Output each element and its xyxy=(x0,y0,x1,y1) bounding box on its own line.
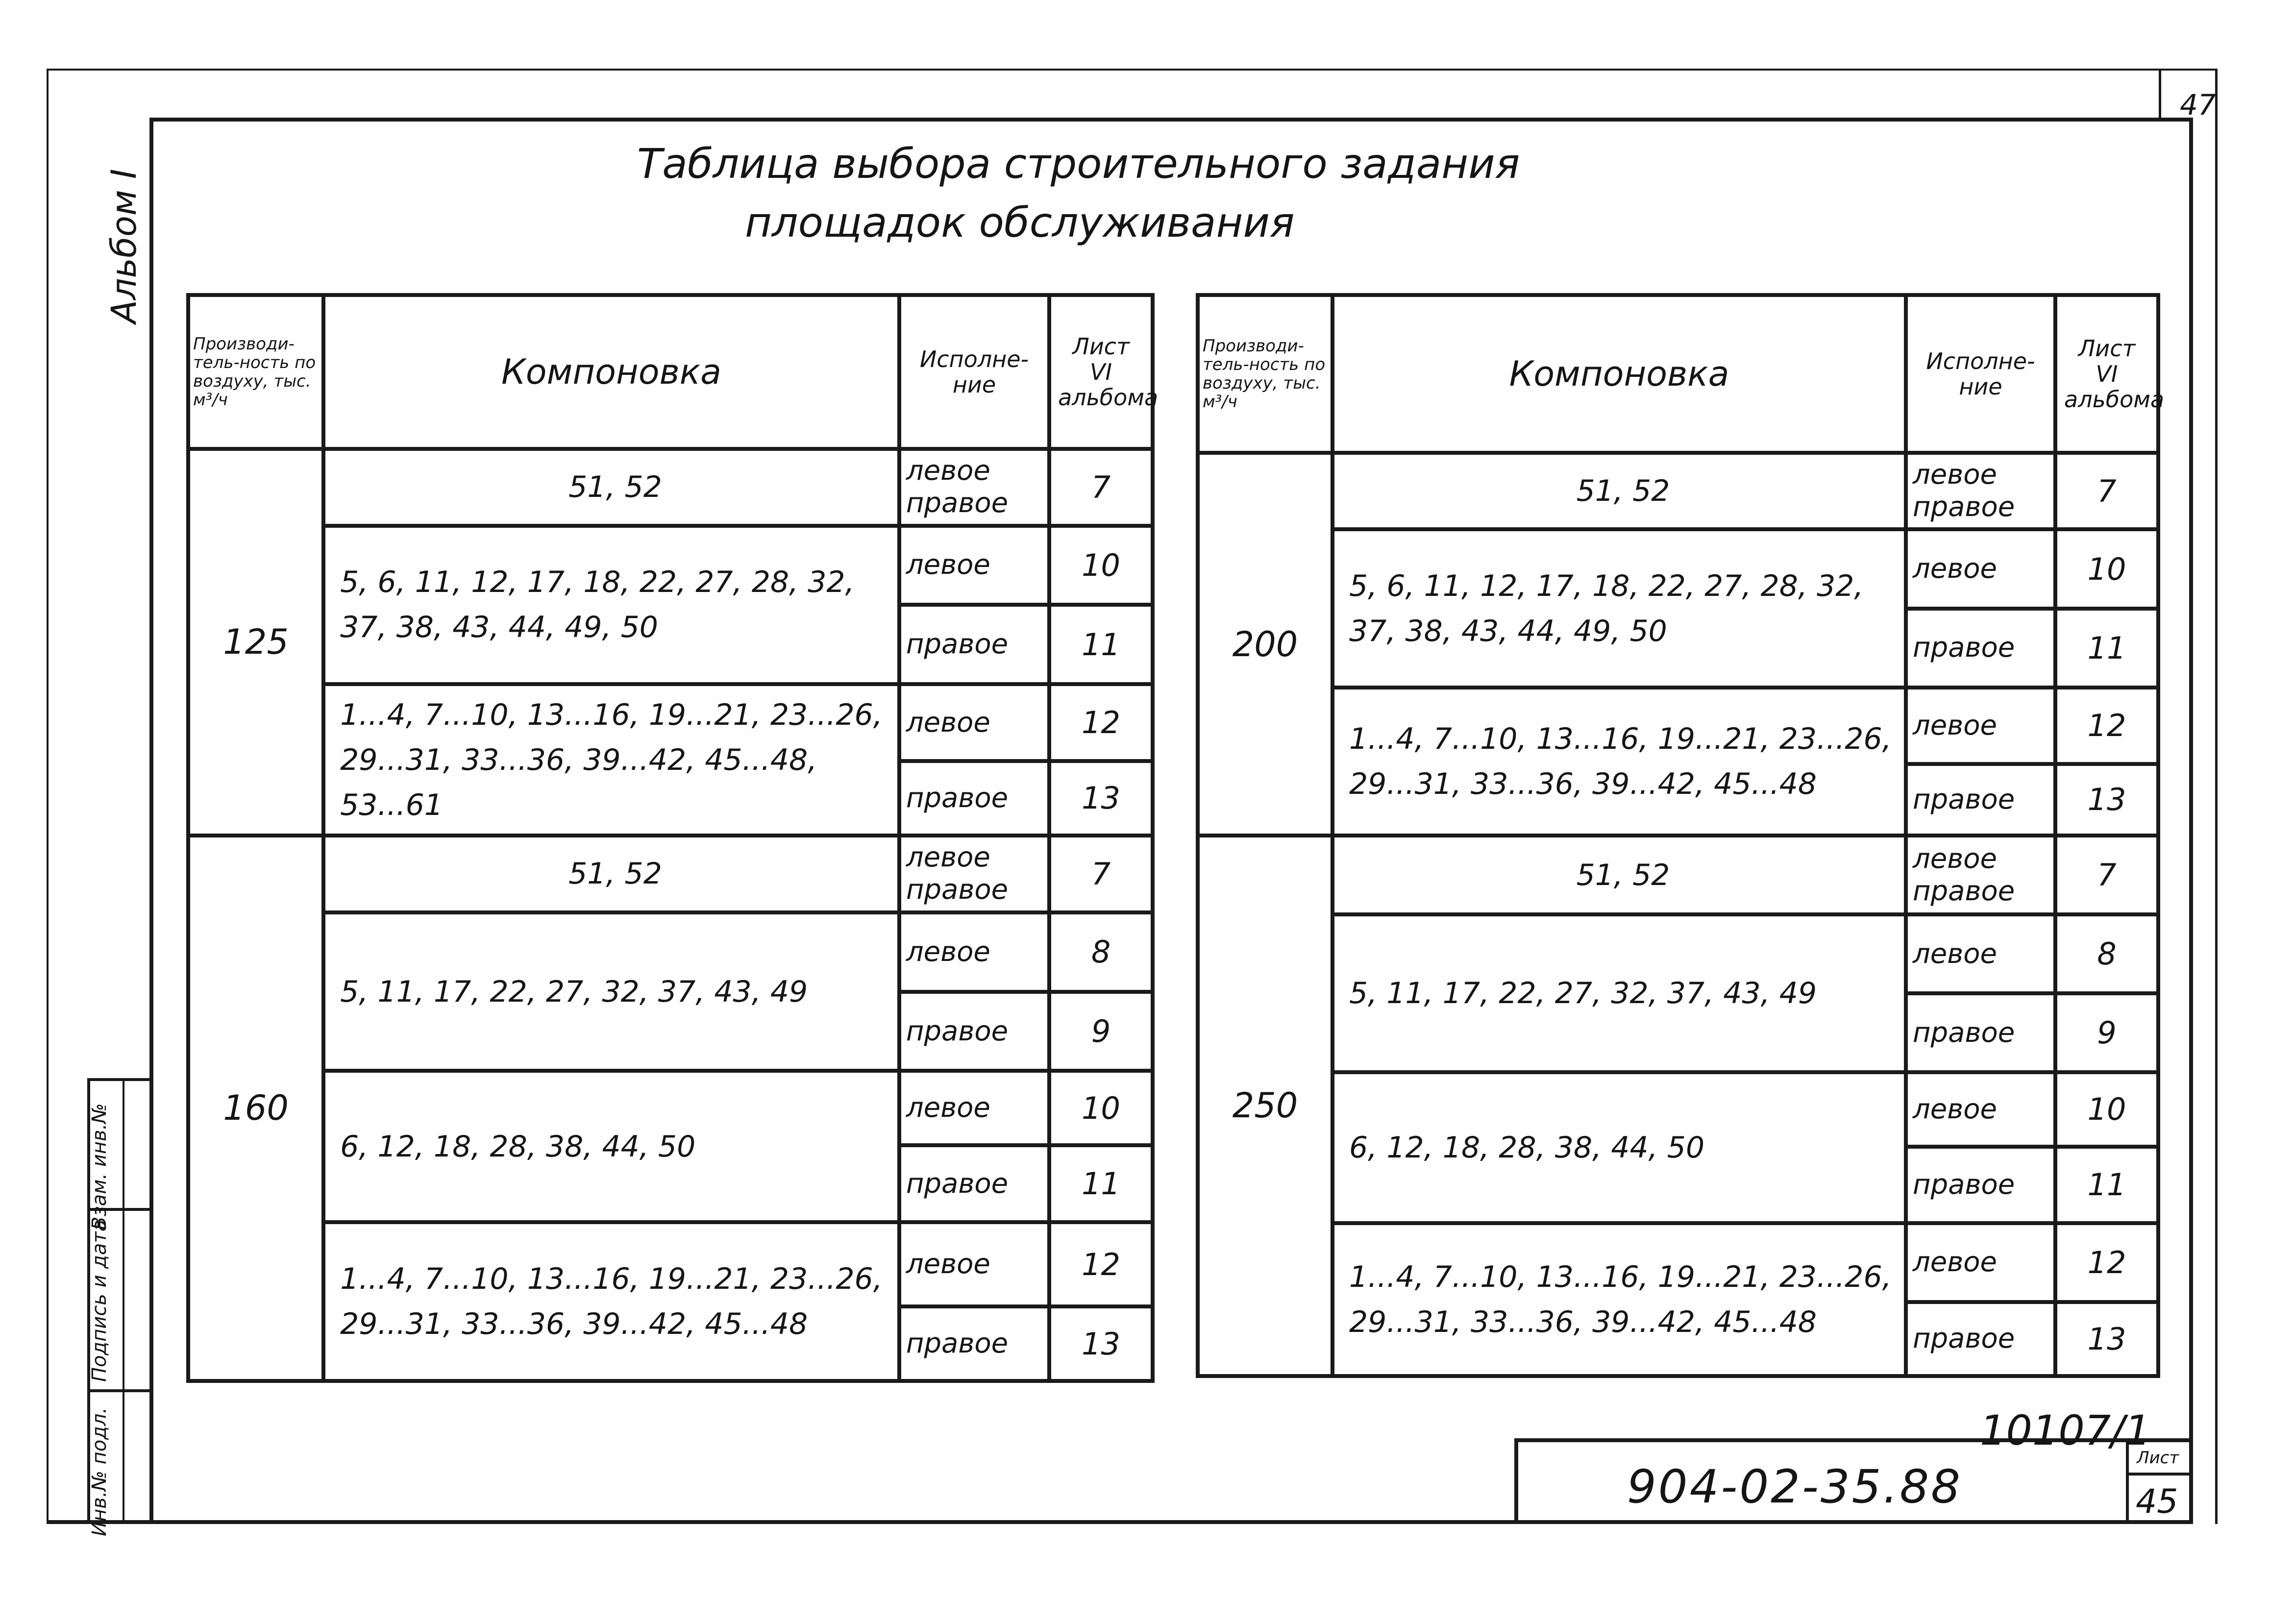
layout-cell: 51, 52 xyxy=(323,449,899,526)
table-row xyxy=(188,684,1153,761)
execution-cell: правое xyxy=(1906,609,2055,688)
outer-frame-right xyxy=(2215,69,2218,1524)
execution-cell: левое правое xyxy=(1906,836,2055,914)
sheet-cell: 13 xyxy=(2055,764,2158,836)
sheet-cell: 12 xyxy=(2055,1223,2158,1302)
sheet-cell: 10 xyxy=(2055,1072,2158,1146)
table-row xyxy=(1198,1223,2158,1302)
table-row xyxy=(188,1071,1153,1145)
inner-frame-bottom xyxy=(47,1520,2193,1524)
sheet-cell: 8 xyxy=(2055,914,2158,993)
inner-frame-top xyxy=(149,118,2193,122)
execution-cell: левое xyxy=(1906,1223,2055,1302)
sheet-cell: 10 xyxy=(1049,1071,1153,1145)
sheet-cell: 13 xyxy=(1049,761,1153,836)
sheet-cell: 9 xyxy=(2055,993,2158,1072)
execution-cell: левое xyxy=(899,684,1049,761)
sheet-cell: 12 xyxy=(1049,684,1153,761)
execution-cell: правое xyxy=(1906,1302,2055,1376)
execution-cell: левое xyxy=(1906,1072,2055,1146)
execution-cell: левое xyxy=(1906,914,2055,993)
document-code: 904-02-35.88 xyxy=(1627,1460,1962,1514)
page-title-line1: Таблица выбора строительного задания xyxy=(637,140,1520,188)
sheet-cell: 7 xyxy=(2055,453,2158,529)
table-row xyxy=(188,836,1153,912)
side-strip-div-2 xyxy=(87,1389,151,1392)
selection-table-left xyxy=(186,293,1159,1383)
layout-cell: 5, 11, 17, 22, 27, 32, 37, 43, 49 xyxy=(1332,914,1906,1072)
sheet-cell: 10 xyxy=(1049,526,1153,605)
execution-cell: правое xyxy=(1906,764,2055,836)
header-capacity: Производи-тель-ность по воздуху, тыс. м³/ч xyxy=(1198,295,1332,453)
side-strip-label-3: Взам. инв.№ xyxy=(88,1103,111,1230)
sheet-cell: 11 xyxy=(1049,1145,1153,1222)
table-row xyxy=(1198,529,2158,608)
stamp-left xyxy=(1514,1438,1518,1524)
header-layout: Компоновка xyxy=(323,295,899,449)
layout-cell: 1...4, 7...10, 13...16, 19...21, 23...26, 29...31, 33...36, 39...42, 45...48 xyxy=(323,1222,899,1381)
inner-frame-left xyxy=(149,118,153,1524)
side-strip-label-1: Инв.№ подл. xyxy=(88,1407,111,1536)
layout-cell: 51, 52 xyxy=(1332,836,1906,914)
execution-cell: левое правое xyxy=(899,449,1049,526)
capacity-cell: 200 xyxy=(1198,453,1332,836)
sheet-number: 45 xyxy=(2136,1482,2178,1521)
execution-cell: левое правое xyxy=(899,836,1049,912)
sheet-cell: 10 xyxy=(2055,529,2158,608)
execution-cell: правое xyxy=(1906,1147,2055,1223)
sheet-cell: 13 xyxy=(1049,1306,1153,1381)
corner-box-left xyxy=(2159,69,2161,118)
execution-cell: правое xyxy=(899,992,1049,1071)
selection-table-right xyxy=(1196,293,2165,1378)
execution-cell: левое xyxy=(899,1071,1049,1145)
table-row xyxy=(188,526,1153,605)
execution-cell: левое xyxy=(899,1222,1049,1306)
outer-frame-left xyxy=(47,69,49,1524)
execution-cell: правое xyxy=(899,605,1049,684)
table-row xyxy=(1198,1072,2158,1146)
sheet-cell: 12 xyxy=(1049,1222,1153,1306)
table-row xyxy=(1198,688,2158,764)
capacity-cell: 160 xyxy=(188,836,323,1381)
table-row xyxy=(188,1222,1153,1306)
layout-cell: 1...4, 7...10, 13...16, 19...21, 23...26, 29...31, 33...36, 39...42, 45...48, 53...61 xyxy=(323,684,899,836)
outer-frame-top xyxy=(47,69,2218,71)
header-execution: Исполне-ние xyxy=(899,295,1049,449)
execution-cell: левое правое xyxy=(1906,453,2055,529)
header-sheet: Лист VI альбома xyxy=(1049,295,1153,449)
sheet-cell: 11 xyxy=(2055,1147,2158,1223)
layout-cell: 1...4, 7...10, 13...16, 19...21, 23...26, 29...31, 33...36, 39...42, 45...48 xyxy=(1332,688,1906,836)
sheet-cell: 11 xyxy=(1049,605,1153,684)
capacity-cell: 125 xyxy=(188,449,323,836)
table-row xyxy=(188,912,1153,992)
sheet-cell: 9 xyxy=(1049,992,1153,1071)
table-row xyxy=(1198,836,2158,914)
sheet-label: Лист xyxy=(2137,1448,2179,1468)
execution-cell: левое xyxy=(899,912,1049,992)
execution-cell: левое xyxy=(1906,688,2055,764)
layout-cell: 6, 12, 18, 28, 38, 44, 50 xyxy=(1332,1072,1906,1223)
sheet-cell: 7 xyxy=(1049,449,1153,526)
header-sheet: Лист VI альбома xyxy=(2055,295,2158,453)
sheet-cell: 13 xyxy=(2055,1302,2158,1376)
sheet-cell: 8 xyxy=(1049,912,1153,992)
layout-cell: 5, 6, 11, 12, 17, 18, 22, 27, 28, 32, 37, 38, 43, 44, 49, 50 xyxy=(323,526,899,685)
page-title-line2: площадок обслуживания xyxy=(745,198,1295,246)
inner-frame-right xyxy=(2189,118,2193,1524)
sheet-cell: 12 xyxy=(2055,688,2158,764)
layout-cell: 1...4, 7...10, 13...16, 19...21, 23...26, 29...31, 33...36, 39...42, 45...48 xyxy=(1332,1223,1906,1376)
side-strip-top xyxy=(87,1078,151,1081)
execution-cell: правое xyxy=(899,1145,1049,1222)
layout-cell: 5, 6, 11, 12, 17, 18, 22, 27, 28, 32, 37, 38, 43, 44, 49, 50 xyxy=(1332,529,1906,687)
document-number: 10107/1 xyxy=(1980,1406,2151,1454)
execution-cell: левое xyxy=(899,526,1049,605)
side-strip-label-2: Подпись и дата xyxy=(88,1219,111,1382)
header-layout: Компоновка xyxy=(1332,295,1906,453)
header-capacity: Производи-тель-ность по воздуху, тыс. м³/ч xyxy=(188,295,323,449)
layout-cell: 51, 52 xyxy=(1332,453,1906,529)
table-row xyxy=(1198,914,2158,993)
album-label: Альбом I xyxy=(104,169,144,323)
layout-cell: 6, 12, 18, 28, 38, 44, 50 xyxy=(323,1071,899,1222)
table-row xyxy=(1198,453,2158,529)
layout-cell: 51, 52 xyxy=(323,836,899,912)
corner-page-number: 47 xyxy=(2180,88,2216,122)
execution-cell: правое xyxy=(1906,993,2055,1072)
stamp-sheet-mid xyxy=(2126,1473,2193,1476)
sheet-cell: 7 xyxy=(2055,836,2158,914)
table-row xyxy=(188,449,1153,526)
side-strip-mid xyxy=(123,1078,124,1524)
execution-cell: левое xyxy=(1906,529,2055,608)
header-execution: Исполне-ние xyxy=(1906,295,2055,453)
execution-cell: правое xyxy=(899,761,1049,836)
layout-cell: 5, 11, 17, 22, 27, 32, 37, 43, 49 xyxy=(323,912,899,1071)
sheet-cell: 11 xyxy=(2055,609,2158,688)
sheet-cell: 7 xyxy=(1049,836,1153,912)
execution-cell: правое xyxy=(899,1306,1049,1381)
capacity-cell: 250 xyxy=(1198,836,1332,1376)
